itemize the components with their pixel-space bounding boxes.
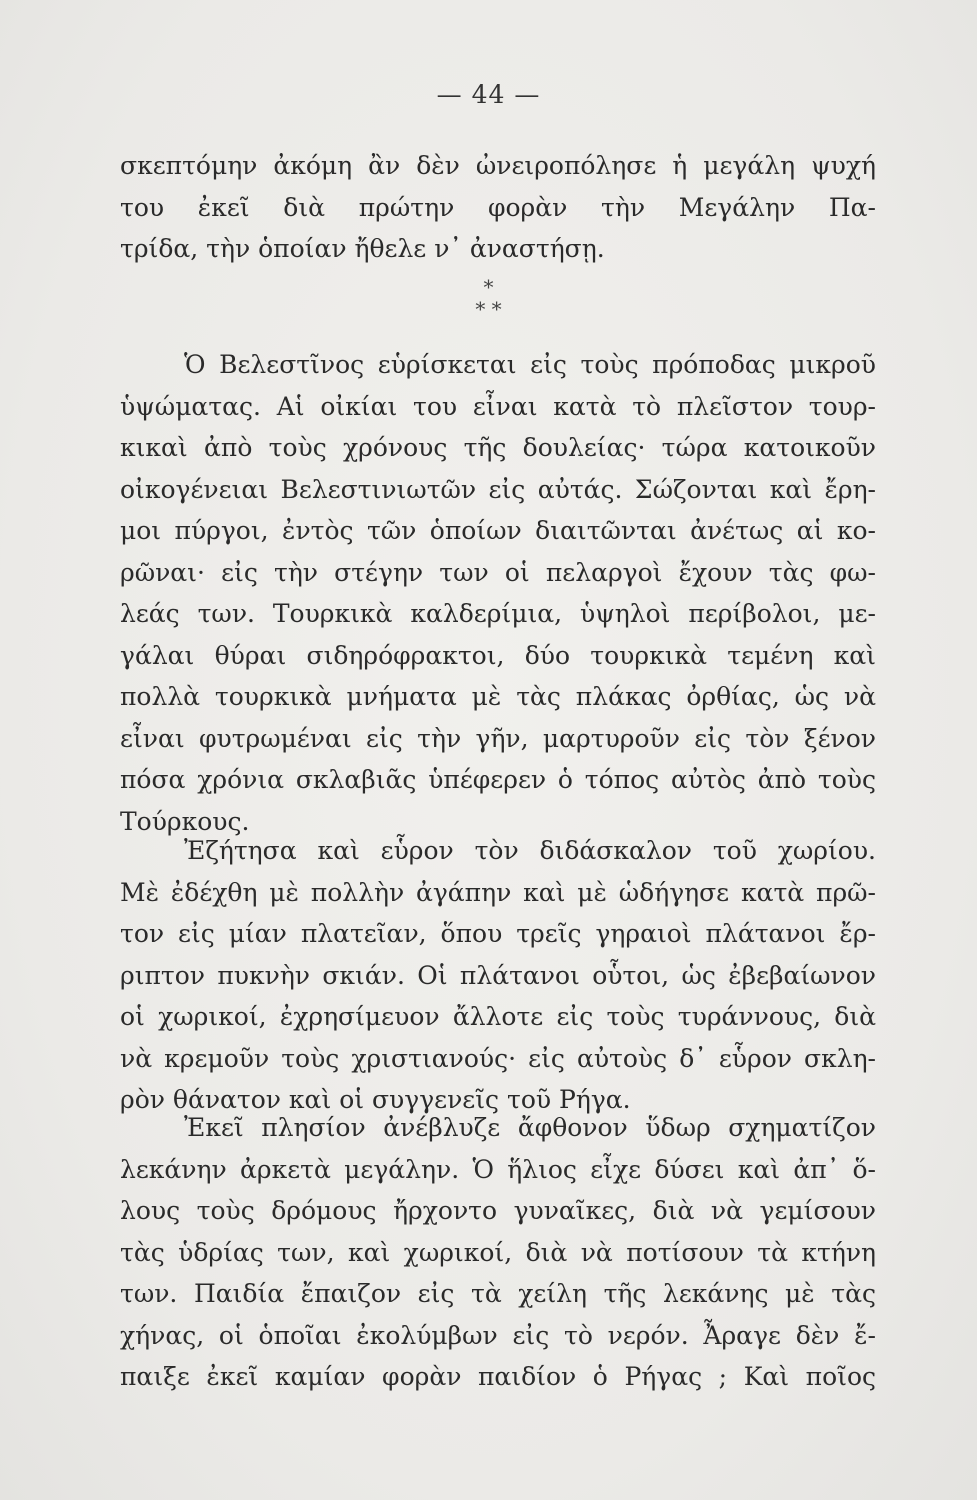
section-separator (0, 276, 977, 320)
text-line: ρὸν θάνατον καὶ οἱ συγγενεῖς τοῦ Ρήγα. (120, 1085, 631, 1114)
text-line: τὰς ὑδρίας των, καὶ χωρικοί, διὰ νὰ ποτίσουν τὰ κτήνη (120, 1237, 876, 1267)
text-line: του ἐκεῖ διὰ πρώτην φορὰν τὴν Μεγάλην Πα- (120, 192, 876, 222)
text-line: πολλὰ τουρκικὰ μνήματα μὲ τὰς πλάκας ὀρθίας, ὡς νὰ (120, 682, 876, 711)
text-line: Ὁ Βελεστῖνος εὑρίσκεται εἰς τοὺς πρόποδας μικροῦ (184, 350, 876, 379)
text-line: σκεπτόμην ἀκόμη ἂν δὲν ὠνειροπόλησε ἡ μεγάλη ψυχή (120, 151, 876, 180)
text-line: παιξε ἐκεῖ καμίαν φορὰν παιδίον ὁ Ρήγας ; Καὶ ποῖος (120, 1362, 876, 1391)
text-line: λεκάνην ἀρκετὰ μεγάλην. Ὁ ἥλιος εἶχε δύσει καὶ ἀπ᾽ ὅ- (120, 1154, 876, 1184)
text-line: χήνας, οἱ ὁποῖαι ἐκολύμβων εἰς τὸ νερόν. Ἆραγε δὲν ἔ- (120, 1320, 876, 1350)
text-line: λους τοὺς δρόμους ἤρχοντο γυναῖκες, διὰ νὰ γεμίσουν (120, 1196, 876, 1225)
text-line: των. Παιδία ἔπαιζον εἰς τὰ χείλη τῆς λεκάνης μὲ τὰς (120, 1279, 876, 1308)
paragraph-3 (120, 1107, 876, 1398)
page-number: — 44 — (436, 80, 541, 109)
text-line: Ἐζήτησα καὶ εὗρον τὸν διδάσκαλον τοῦ χωρίου. (184, 836, 876, 865)
text-line: πόσα χρόνια σκλαβιᾶς ὑπέφερεν ὁ τόπος αὐτὸς ἀπὸ τοὺς (120, 765, 876, 794)
paragraph-2 (120, 830, 876, 1121)
text-line: ρῶναι· εἰς τὴν στέγην των οἱ πελαργοὶ ἔχουν τὰς φω- (120, 557, 876, 587)
text-line: εἶναι φυτρωμέναι εἰς τὴν γῆν, μαρτυροῦν εἰς τὸν ξένον (120, 723, 876, 753)
text-line: τρίδα, τὴν ὁποίαν ἤθελε ν᾽ ἀναστήσῃ. (120, 234, 605, 263)
asterisk-top: * (483, 275, 494, 299)
text-line: νὰ κρεμοῦν τοὺς χριστιανούς· εἰς αὐτοὺς δ᾽ εὗρον σκλη- (120, 1043, 876, 1073)
text-line: ριπτον πυκνὴν σκιάν. Οἱ πλάτανοι οὗτοι, ὡς ἐβεβαίωνον (120, 960, 876, 990)
text-line: γάλαι θύραι σιδηρόφρακτοι, δύο τουρκικὰ τεμένη καὶ (120, 640, 876, 670)
text-line: κικαὶ ἀπὸ τοὺς χρόνους τῆς δουλείας· τώρα κατοικοῦν (120, 433, 876, 462)
text-line: Τούρκους. (120, 806, 250, 836)
text-line: τον εἰς μίαν πλατεῖαν, ὅπου τρεῖς γηραιοὶ πλάτανοι ἔρ- (120, 919, 876, 948)
text-line: ὑψώματας. Αἱ οἰκίαι του εἶναι κατὰ τὸ πλεῖστον τουρ- (120, 391, 876, 421)
intro-paragraph (120, 145, 876, 270)
text-line: λεάς των. Τουρκικὰ καλδερίμια, ὑψηλοὶ περίβολοι, με- (120, 599, 876, 628)
text-line: οἱ χωρικοί, ἐχρησίμευον ἄλλοτε εἰς τοὺς τυράννους, διὰ (120, 1002, 876, 1031)
text-line: Ἐκεῖ πλησίον ἀνέβλυζε ἄφθονον ὕδωρ σχηματίζον (184, 1113, 876, 1142)
text-line: Μὲ ἐδέχθη μὲ πολλὴν ἀγάπην καὶ μὲ ὡδήγησε κατὰ πρῶ- (120, 877, 876, 907)
paragraph-1 (120, 344, 876, 842)
text-line: μοι πύργοι, ἐντὸς τῶν ὁποίων διαιτῶνται ἀνέτως αἱ κο- (120, 516, 876, 545)
text-line: οἰκογένειαι Βελεστινιωτῶν εἰς αὐτάς. Σώζονται καὶ ἔρη- (120, 474, 876, 504)
asterisk-bottom: * * (475, 297, 502, 321)
